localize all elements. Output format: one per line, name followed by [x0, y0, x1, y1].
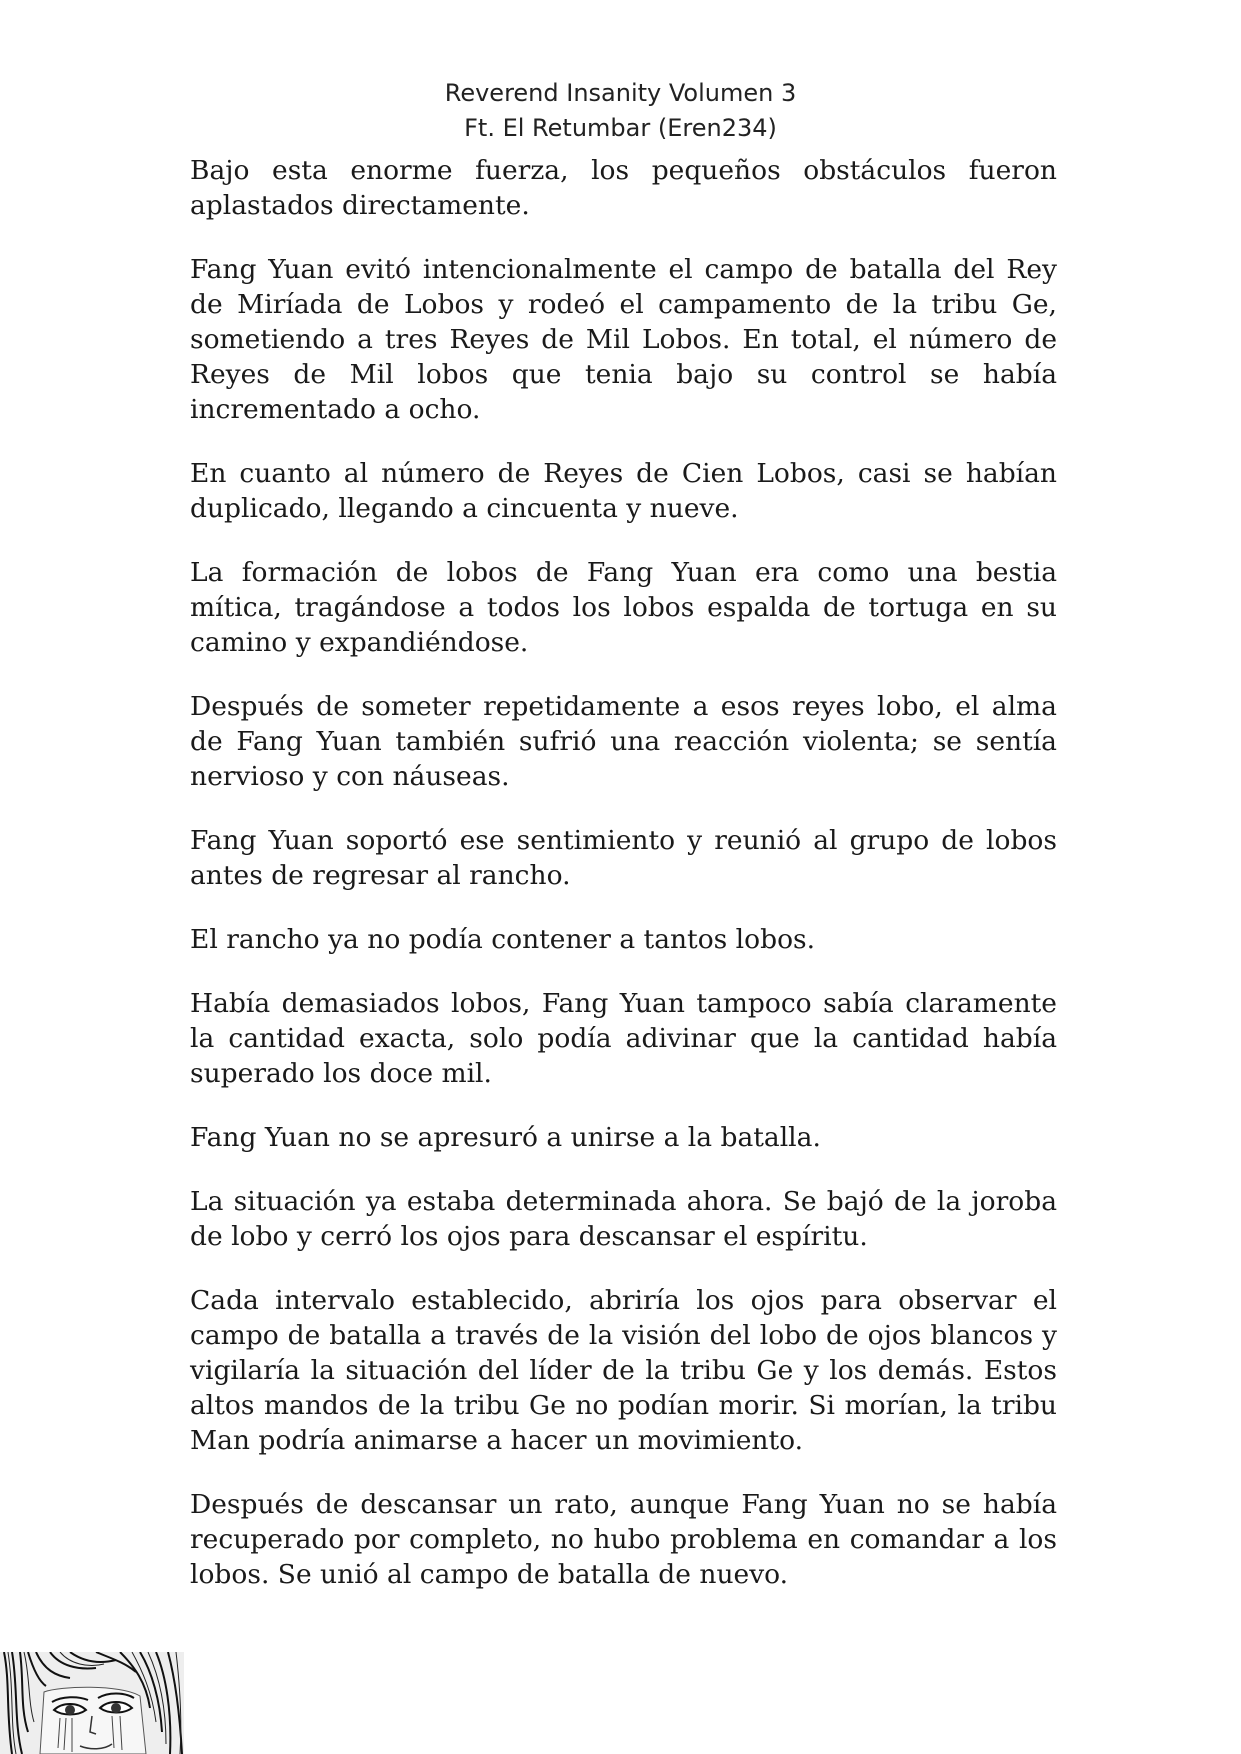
paragraph: La situación ya estaba determinada ahora. Se bajó de la joroba de lobo y cerró los ojos para descansar el espíritu. — [190, 1186, 1057, 1252]
header-subtitle: Ft. El Retumbar (Eren234) — [464, 114, 777, 142]
paragraph: Bajo esta enorme fuerza, los pequeños obstáculos fueron aplastados directamente. — [190, 155, 1057, 221]
header-title: Reverend Insanity Volumen 3 — [444, 79, 797, 107]
paragraph: Cada intervalo establecido, abriría los ojos para observar el campo de batalla a través de la visión del lobo de ojos blancos y vigilaría la situación del líder de la tribu Ge y los demás. Estos altos mandos de la tribu Ge no podían morir. Si morían, la tribu Man podría animarse a hacer un movimiento. — [190, 1285, 1057, 1456]
paragraph: Después de descansar un rato, aunque Fang Yuan no se había recuperado por completo, no hubo problema en comandar a los lobos. Se unió al campo de batalla de nuevo. — [190, 1489, 1057, 1590]
paragraph: Había demasiados lobos, Fang Yuan tampoco sabía claramente la cantidad exacta, solo podía adivinar que la cantidad había superado los doce mil. — [190, 988, 1057, 1089]
paragraph: En cuanto al número de Reyes de Cien Lobos, casi se habían duplicado, llegando a cincuenta y nueve. — [190, 458, 1057, 524]
paragraph: Fang Yuan soportó ese sentimiento y reunió al grupo de lobos antes de regresar al rancho. — [190, 825, 1057, 891]
manga-portrait-image — [0, 1652, 184, 1754]
paragraph: Fang Yuan evitó intencionalmente el campo de batalla del Rey de Miríada de Lobos y rodeó el campamento de la tribu Ge, sometiendo a tres Reyes de Mil Lobos. En total, el número de Reyes de Mil lobos que tenia bajo su control se había incrementado a ocho. — [190, 254, 1057, 425]
paragraph: Después de someter repetidamente a esos reyes lobo, el alma de Fang Yuan también sufrió una reacción violenta; se sentía nervioso y con náuseas. — [190, 691, 1057, 792]
document-body — [190, 153, 1057, 1621]
paragraph: La formación de lobos de Fang Yuan era como una bestia mítica, tragándose a todos los lobos espalda de tortuga en su camino y expandiéndose. — [190, 557, 1057, 658]
portrait-illustration — [0, 1652, 184, 1754]
paragraph: Fang Yuan no se apresuró a unirse a la batalla. — [190, 1122, 821, 1153]
paragraph: El rancho ya no podía contener a tantos lobos. — [190, 924, 816, 955]
page-header — [0, 76, 1241, 146]
